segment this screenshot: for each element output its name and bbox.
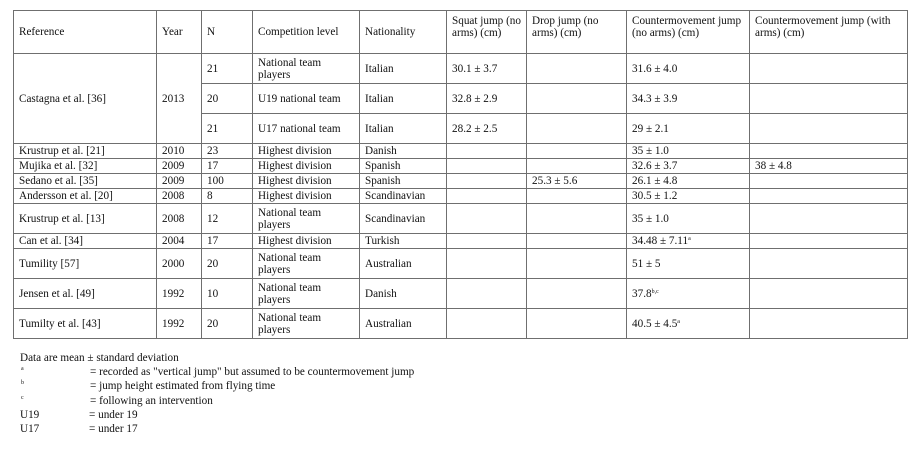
cell-nationality: Italian: [360, 114, 447, 144]
cell-competition-level: National team players: [253, 279, 360, 309]
cmj-value: 26.1 ± 4.8: [632, 175, 678, 187]
table-row: [14, 309, 908, 339]
cell-cmj-no-arms: [627, 204, 750, 234]
cell-n: 100: [202, 174, 253, 189]
cell-squat-jump: [447, 159, 527, 174]
cell-cmj-with-arms: [750, 174, 908, 189]
cell-reference: Jensen et al. [49]: [14, 279, 157, 309]
cell-reference: Castagna et al. [36]: [14, 54, 157, 144]
cell-competition-level: Highest division: [253, 144, 360, 159]
cell-year: 2009: [157, 174, 202, 189]
cell-n: 12: [202, 204, 253, 234]
cell-reference: Krustrup et al. [21]: [14, 144, 157, 159]
cell-n: 8: [202, 189, 253, 204]
cell-year: 2008: [157, 204, 202, 234]
footnote-marker: a: [677, 318, 680, 325]
cell-drop-jump: [527, 84, 627, 114]
cell-nationality: Australian: [360, 309, 447, 339]
cell-competition-level: National team players: [253, 309, 360, 339]
cell-cmj-no-arms: [627, 309, 750, 339]
header-cmj-no-arms: Countermovement jump (no arms) (cm): [627, 11, 750, 54]
table-row: [14, 204, 908, 234]
cell-squat-jump: 32.8 ± 2.9: [447, 84, 527, 114]
cell-drop-jump: [527, 249, 627, 279]
cmj-value: 34.48 ± 7.11: [632, 235, 689, 247]
cell-squat-jump: [447, 279, 527, 309]
cell-cmj-with-arms: 38 ± 4.8: [750, 159, 908, 174]
cell-cmj-no-arms: [627, 234, 750, 249]
footnote-key: U17: [20, 423, 40, 436]
cell-squat-jump: 28.2 ± 2.5: [447, 114, 527, 144]
footnote-item: [20, 422, 414, 436]
cell-reference: Tumility [57]: [14, 249, 157, 279]
cell-year: 2000: [157, 249, 202, 279]
cell-drop-jump: [527, 159, 627, 174]
cell-nationality: Spanish: [360, 159, 447, 174]
cell-nationality: Scandinavian: [360, 189, 447, 204]
footnote-key: U19: [20, 408, 40, 421]
cell-squat-jump: [447, 144, 527, 159]
cell-cmj-no-arms: 34.3 ± 3.9: [627, 84, 750, 114]
cell-squat-jump: [447, 189, 527, 204]
cell-cmj-with-arms: [750, 279, 908, 309]
cell-competition-level: Highest division: [253, 189, 360, 204]
footnote-item: [20, 408, 414, 422]
cmj-value: 37.8: [632, 287, 652, 300]
cell-cmj-with-arms: [750, 249, 908, 279]
footnote-text: = recorded as "vertical jump" but assumed to be countermovement jump: [90, 366, 415, 379]
footnote-text: = under 19: [89, 408, 138, 421]
footnote-marker: a: [688, 236, 691, 242]
table-row: [14, 144, 908, 159]
cell-reference: Andersson et al. [20]: [14, 189, 157, 204]
cell-cmj-no-arms: [627, 249, 750, 279]
table-row: [14, 234, 908, 249]
header-squat-jump: Squat jump (no arms) (cm): [447, 11, 527, 54]
table-header-row: [14, 11, 908, 54]
cell-cmj-no-arms: [627, 159, 750, 174]
cell-reference: Tumilty et al. [43]: [14, 309, 157, 339]
cell-year: 2004: [157, 234, 202, 249]
cell-squat-jump: [447, 174, 527, 189]
table-row: [14, 189, 908, 204]
cmj-value: 32.6 ± 3.7: [632, 160, 678, 172]
cell-cmj-with-arms: [750, 234, 908, 249]
cell-n: 20: [202, 309, 253, 339]
cell-squat-jump: [447, 309, 527, 339]
cell-n: 20: [202, 249, 253, 279]
footnote-key: a: [21, 366, 24, 373]
footnote-intro: Data are mean ± standard deviation: [20, 352, 179, 364]
cell-n: 17: [202, 234, 253, 249]
table-footnotes: [20, 351, 414, 436]
table-row: [14, 279, 908, 309]
cmj-value: 35 ± 1.0: [632, 212, 669, 225]
cell-cmj-with-arms: [750, 309, 908, 339]
cell-competition-level: National team players: [253, 54, 360, 84]
cell-year: 1992: [157, 309, 202, 339]
table-row: [14, 249, 908, 279]
cmj-value: 30.5 ± 1.2: [632, 190, 678, 202]
cell-cmj-with-arms: [750, 204, 908, 234]
cmj-value: 51 ± 5: [632, 257, 661, 270]
cell-n: 23: [202, 144, 253, 159]
cell-squat-jump: [447, 249, 527, 279]
cell-reference: Sedano et al. [35]: [14, 174, 157, 189]
cell-cmj-no-arms: [627, 279, 750, 309]
cell-cmj-no-arms: [627, 174, 750, 189]
cell-drop-jump: [527, 279, 627, 309]
cell-nationality: Danish: [360, 144, 447, 159]
cell-cmj-with-arms: [750, 114, 908, 144]
cell-year: 2009: [157, 159, 202, 174]
cell-reference: Mujika et al. [32]: [14, 159, 157, 174]
cmj-value: 40.5 ± 4.5: [632, 317, 678, 330]
cell-competition-level: National team players: [253, 249, 360, 279]
cell-year: 2010: [157, 144, 202, 159]
footnote-key: c: [21, 394, 24, 401]
cell-n: 17: [202, 159, 253, 174]
cell-competition-level: National team players: [253, 204, 360, 234]
cell-drop-jump: 25.3 ± 5.6: [527, 174, 627, 189]
cell-n: 20: [202, 84, 253, 114]
footnote-key: b: [21, 380, 24, 387]
footnote-item: [20, 394, 414, 408]
cmj-value: 35 ± 1.0: [632, 145, 669, 157]
header-year: Year: [157, 11, 202, 54]
footnote-text: = following an intervention: [90, 394, 213, 407]
header-cmj-with-arms: Countermovement jump (with arms) (cm): [750, 11, 908, 54]
cell-cmj-with-arms: [750, 189, 908, 204]
cell-nationality: Spanish: [360, 174, 447, 189]
cell-year: 2008: [157, 189, 202, 204]
cell-nationality: Danish: [360, 279, 447, 309]
cell-n: 10: [202, 279, 253, 309]
cell-cmj-no-arms: 31.6 ± 4.0: [627, 54, 750, 84]
cell-cmj-with-arms: [750, 54, 908, 84]
cell-squat-jump: [447, 204, 527, 234]
cell-nationality: Australian: [360, 249, 447, 279]
header-reference: Reference: [14, 11, 157, 54]
cell-competition-level: Highest division: [253, 234, 360, 249]
cell-year: 1992: [157, 279, 202, 309]
cell-drop-jump: [527, 54, 627, 84]
cell-drop-jump: [527, 189, 627, 204]
table-row: [14, 54, 908, 84]
cell-drop-jump: [527, 204, 627, 234]
cell-drop-jump: [527, 114, 627, 144]
jump-height-table: [13, 10, 908, 339]
footnote-item: [20, 379, 414, 393]
cell-cmj-with-arms: [750, 144, 908, 159]
cell-year: 2013: [157, 54, 202, 144]
cell-nationality: Italian: [360, 54, 447, 84]
cell-reference: Can et al. [34]: [14, 234, 157, 249]
cell-reference: Krustrup et al. [13]: [14, 204, 157, 234]
table-row: [14, 159, 908, 174]
cell-squat-jump: 30.1 ± 3.7: [447, 54, 527, 84]
table-row: [14, 174, 908, 189]
cell-n: 21: [202, 114, 253, 144]
footnote-text: = jump height estimated from flying time: [90, 380, 276, 393]
footnote-item: [20, 365, 414, 379]
cell-cmj-no-arms: [627, 144, 750, 159]
cell-competition-level: U17 national team: [253, 114, 360, 144]
cell-competition-level: Highest division: [253, 159, 360, 174]
cell-competition-level: Highest division: [253, 174, 360, 189]
cell-drop-jump: [527, 309, 627, 339]
header-nationality: Nationality: [360, 11, 447, 54]
cell-cmj-no-arms: [627, 189, 750, 204]
header-competition-level: Competition level: [253, 11, 360, 54]
footnote-text: = under 17: [89, 423, 138, 436]
cell-nationality: Italian: [360, 84, 447, 114]
cell-n: 21: [202, 54, 253, 84]
cell-squat-jump: [447, 234, 527, 249]
cell-cmj-no-arms: 29 ± 2.1: [627, 114, 750, 144]
header-n: N: [202, 11, 253, 54]
cell-drop-jump: [527, 144, 627, 159]
footnote-marker: b,c: [651, 288, 659, 295]
cell-competition-level: U19 national team: [253, 84, 360, 114]
cell-nationality: Scandinavian: [360, 204, 447, 234]
header-drop-jump: Drop jump (no arms) (cm): [527, 11, 627, 54]
cell-nationality: Turkish: [360, 234, 447, 249]
cell-cmj-with-arms: [750, 84, 908, 114]
cell-drop-jump: [527, 234, 627, 249]
